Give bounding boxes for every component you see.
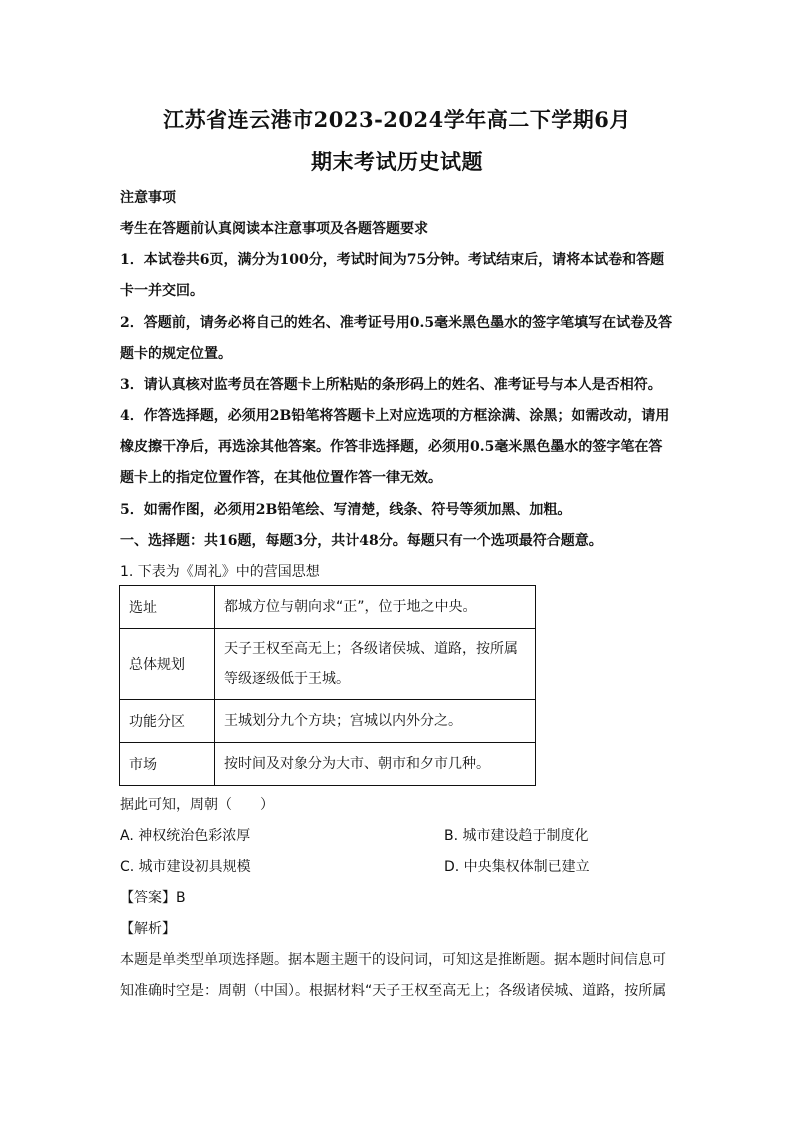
answer-label: 【答案】B [120, 890, 186, 906]
table-row [120, 743, 536, 786]
document-title-line1: 江苏省连云港市2023-2024学年高二下学期6月 [163, 107, 631, 132]
option-d: D. 中央集权体制已建立 [444, 859, 590, 875]
table-key: 选址 [120, 586, 215, 629]
notice-heading: 注意事项 [120, 190, 176, 206]
notice-line: 题卡的规定位置。 [120, 346, 232, 362]
table-value-line: 等级逐级低于王城。 [224, 671, 350, 687]
notice-line: 2．答题前，请务必将自己的姓名、准考证号用0.5毫米黑色墨水的签字笔填写在试卷及答 [120, 315, 673, 331]
planning-table [119, 585, 536, 786]
analysis-heading: 【解析】 [120, 921, 176, 937]
option-b: B. 城市建设趋于制度化 [444, 828, 589, 844]
table-value [215, 629, 536, 700]
table-value: 按时间及对象分为大市、朝市和夕市几种。 [215, 743, 536, 786]
table-row [120, 586, 536, 629]
table-key: 市场 [120, 743, 215, 786]
question-prompt: 据此可知，周朝（ ） [120, 797, 274, 813]
document-title-line2: 期末考试历史试题 [311, 149, 483, 174]
notice-line: 3．请认真核对监考员在答题卡上所粘贴的条形码上的姓名、准考证号与本人是否相符。 [120, 377, 662, 393]
question-stem: 1. 下表为《周礼》中的营国思想 [120, 564, 320, 580]
analysis-line: 本题是单类型单项选择题。据本题主题干的设问词，可知这是推断题。据本题时间信息可 [120, 952, 666, 968]
table-value: 王城划分九个方块；宫城以内外分之。 [215, 700, 536, 743]
option-c: C. 城市建设初具规模 [120, 859, 251, 875]
notice-line: 1．本试卷共6页，满分为100分，考试时间为75分钟。考试结束后，请将本试卷和答题 [120, 252, 665, 268]
table-row [120, 629, 536, 700]
notice-line: 卡一并交回。 [120, 283, 204, 299]
section-heading: 一、选择题：共16题，每题3分，共计48分。每题只有一个选项最符合题意。 [120, 533, 603, 549]
table-key: 总体规划 [120, 629, 215, 700]
notice-line: 5．如需作图，必须用2B铅笔绘、写清楚，线条、符号等须加黑、加粗。 [120, 502, 572, 518]
notice-line: 4．作答选择题，必须用2B铅笔将答题卡上对应选项的方框涂满、涂黑；如需改动，请用 [120, 408, 670, 424]
notice-line: 题卡上的指定位置作答，在其他位置作答一律无效。 [120, 470, 442, 486]
notice-intro: 考生在答题前认真阅读本注意事项及各题答题要求 [120, 221, 428, 237]
notice-line: 橡皮擦干净后，再选涂其他答案。作答非选择题，必须用0.5毫米黑色墨水的签字笔在答 [120, 439, 663, 455]
analysis-line: 知准确时空是：周朝（中国）。根据材料“天子王权至高无上；各级诸侯城、道路，按所属 [120, 983, 667, 999]
option-a: A. 神权统治色彩浓厚 [120, 828, 251, 844]
table-row [120, 700, 536, 743]
table-key: 功能分区 [120, 700, 215, 743]
table-value: 都城方位与朝向求“正”，位于地之中央。 [215, 586, 536, 629]
table-value-line: 天子王权至高无上；各级诸侯城、道路，按所属 [224, 641, 518, 657]
